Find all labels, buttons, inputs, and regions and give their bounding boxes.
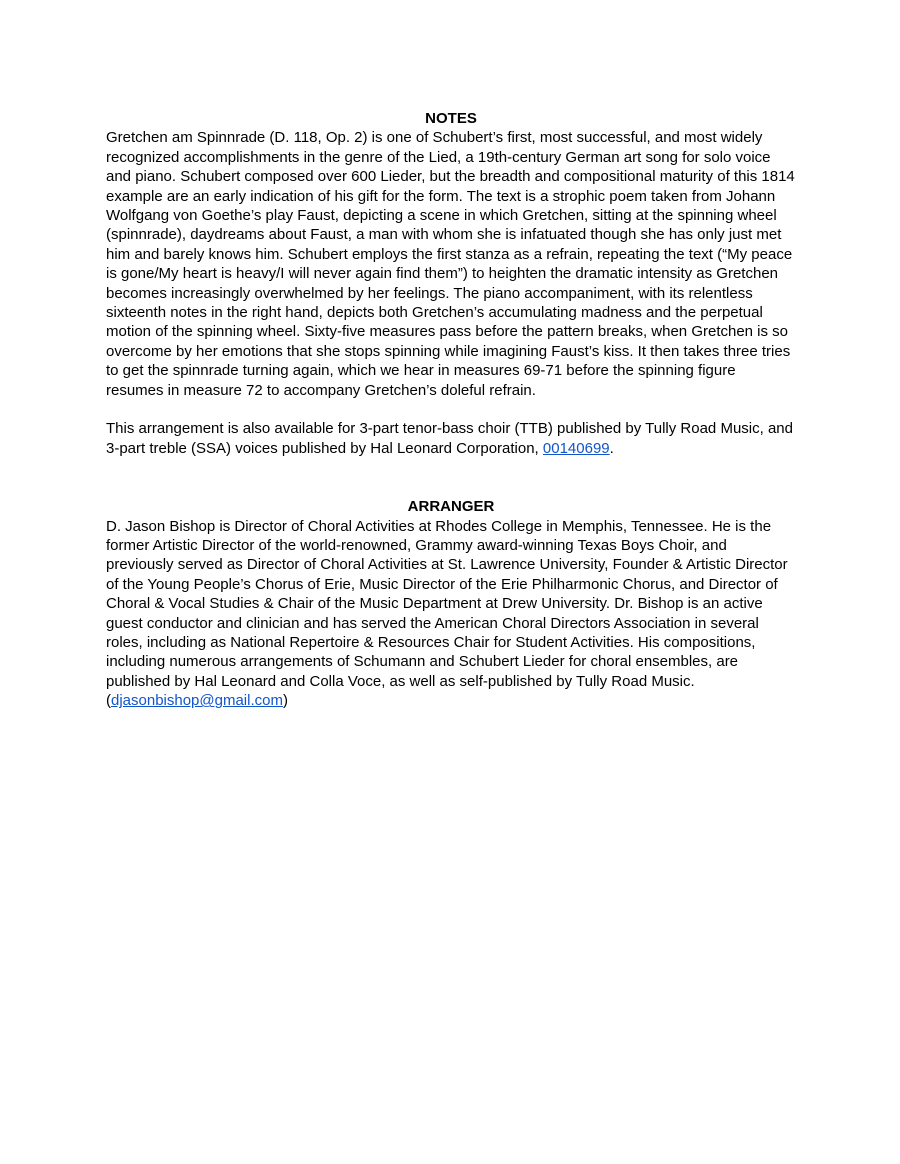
email-link[interactable]: djasonbishop@gmail.com	[111, 692, 283, 710]
arranger-bio-text: D. Jason Bishop is Director of Choral Activities at Rhodes College in Memphis, Tennessee. He is the former Artistic Director of the world-renowned, Grammy award-winning Texas Boys Choir, and previously served as Director of Choral Activities at St. Lawrence University, Founder & Artistic Director of the Young People’s Chorus of Erie, Music Director of the Erie Philharmonic Chorus, and Director of Choral & Vocal Studies & Chair of the Music Department at Drew University. Dr. Bishop is an active guest conductor and clinician and has served the American Choral Directors Association in several roles, including as National Repertoire & Resources Chair for Student Activities. His compositions, including numerous arrangements of Schumann and Schubert Lieder for choral ensembles, are published by Hal Leonard and Colla Voce, as well as self-published by Tully Road Music. (	[106, 517, 788, 710]
section-spacer	[106, 458, 796, 497]
notes-paragraph: Gretchen am Spinnrade (D. 118, Op. 2) is one of Schubert’s first, most successful, and most widely recognized accomplishments in the genre of the Lied, a 19th-century German art song for solo voice and piano. Schubert composed over 600 Lieder, but the breadth and compositional maturity of this 1814 example are an early indication of his gift for the form. The text is a strophic poem taken from Johann Wolfgang von Goethe’s play Faust, depicting a scene in which Gretchen, sitting at the spinning wheel (spinnrade), daydreams about Faust, a man with whom she is infatuated though she has only just met him and barely knows him. Schubert employs the first stanza as a refrain, repeating the text (“My peace is gone/My heart is heavy/I will never again find them”) to heighten the dramatic intensity as Gretchen becomes increasingly overwhelmed by her feelings. The piano accompaniment, with its relentless sixteenth notes in the right hand, depicts both Gretchen’s accumulating madness and the perpetual motion of the spinning wheel. Sixty-five measures pass before the pattern breaks, when Gretchen is so overcome by her emotions that she stops spinning while imagining Faust’s kiss. It then takes three tries to get the spinnrade turning again, which we hear in measures 69-71 before the spinning figure resumes in measure 72 to accompany Gretchen’s doleful refrain.	[106, 129, 795, 399]
paragraph-spacer	[106, 400, 796, 419]
availability-end: .	[609, 439, 614, 457]
availability-paragraph	[106, 419, 796, 458]
arranger-heading: ARRANGER	[407, 498, 495, 516]
availability-text: This arrangement is also available for 3-part tenor-bass choir (TTB) published by Tully Road Music, and 3-part treble (SSA) voices published by Hal Leonard Corporation,	[106, 420, 793, 457]
notes-heading: NOTES	[425, 110, 477, 127]
arranger-bio-end: )	[282, 692, 288, 710]
document-page	[106, 109, 796, 711]
product-number-link[interactable]: 00140699	[542, 439, 610, 457]
arranger-paragraph	[106, 517, 796, 711]
